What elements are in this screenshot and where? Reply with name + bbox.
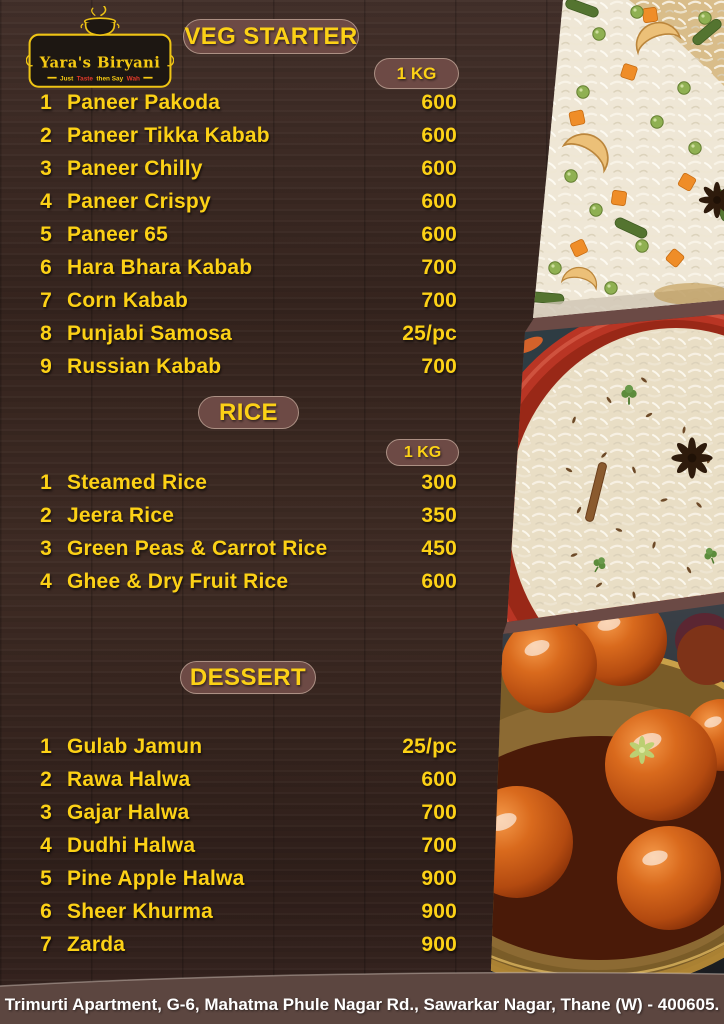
item-price: 700 [421,354,457,378]
food-photo-strip [479,0,724,1024]
brand-tagline [60,75,140,82]
item-name: Paneer Tikka Kabab [67,123,270,147]
footer-address: Trimurti Apartment, G-6, Mahatma Phule Nagar Rd., Sawarkar Nagar, Thane (W) - 400605. [4,995,720,1014]
menu-item-row [28,829,457,862]
menu-item-row [28,796,457,829]
menu-item-row [28,284,457,317]
item-price: 600 [421,156,457,180]
item-price: 900 [421,866,457,890]
rice-list [28,466,457,598]
item-name: Sheer Khurma [67,899,213,923]
item-price: 600 [421,123,457,147]
item-price: 25/pc [402,734,457,758]
tagline-word: Taste [76,75,93,83]
item-name: Dudhi Halwa [67,833,196,857]
footer-band [0,970,724,1024]
item-price: 25/pc [402,321,457,345]
item-number: 1 [40,734,52,758]
unit-badge-veg-starter: 1 KG [374,58,459,89]
menu-item-row [28,251,457,284]
item-price: 450 [421,536,457,560]
tagline-word: then Say [96,75,124,83]
item-number: 7 [40,932,52,956]
menu-item-row [28,119,457,152]
section-header-rice: RICE [198,396,299,429]
item-number: 5 [40,222,52,246]
menu-item-row [28,565,457,598]
item-number: 6 [40,899,52,923]
item-name: Paneer 65 [67,222,169,246]
item-number: 2 [40,503,52,527]
menu-item-row [28,499,457,532]
item-number: 2 [40,767,52,791]
photo-gulab-jamun [479,594,724,1024]
item-price: 900 [421,932,457,956]
item-price: 700 [421,833,457,857]
menu-item-row [28,218,457,251]
item-price: 300 [421,470,457,494]
item-number: 6 [40,255,52,279]
item-name: Paneer Chilly [67,156,203,180]
item-price: 700 [421,288,457,312]
item-name: Ghee & Dry Fruit Rice [67,569,289,593]
brand-name: Yara's Biryani [39,54,161,72]
item-name: Hara Bhara Kabab [67,255,253,279]
tagline-right-dash [143,77,152,79]
item-price: 600 [421,90,457,114]
item-number: 5 [40,866,52,890]
item-number: 3 [40,536,52,560]
item-number: 2 [40,123,52,147]
item-number: 4 [40,189,52,213]
item-name: Steamed Rice [67,470,208,494]
menu-item-row [28,185,457,218]
item-name: Paneer Pakoda [67,90,221,114]
item-number: 1 [40,470,52,494]
item-number: 8 [40,321,52,345]
unit-badge-rice: 1 KG [386,439,459,466]
item-name: Punjabi Samosa [67,321,233,345]
item-name: Rawa Halwa [67,767,191,791]
item-number: 7 [40,288,52,312]
tagline-word: Wah [126,75,140,83]
menu-item-row [28,532,457,565]
item-name: Zarda [67,932,126,956]
item-price: 600 [421,189,457,213]
item-number: 4 [40,833,52,857]
menu-item-row [28,895,457,928]
item-price: 900 [421,899,457,923]
item-price: 600 [421,569,457,593]
menu-item-row [28,466,457,499]
menu-item-row [28,928,457,961]
item-name: Gulab Jamun [67,734,203,758]
item-name: Gajar Halwa [67,800,190,824]
menu-item-row [28,763,457,796]
menu-item-row [28,152,457,185]
dessert-list [28,730,457,961]
item-number: 1 [40,90,52,114]
item-number: 3 [40,800,52,824]
item-name: Jeera Rice [67,503,175,527]
veg-starter-list [28,86,457,383]
brand-logo [26,6,174,94]
biryani-pot-icon [81,6,119,35]
item-number: 4 [40,569,52,593]
section-header-dessert: DESSERT [180,661,316,694]
tagline-word: Just [60,75,74,83]
menu-item-row [28,350,457,383]
section-header-veg-starter: VEG STARTER [183,19,359,54]
item-price: 600 [421,222,457,246]
item-number: 9 [40,354,52,378]
item-number: 3 [40,156,52,180]
item-name: Green Peas & Carrot Rice [67,536,328,560]
item-name: Russian Kabab [67,354,222,378]
menu-item-row [28,862,457,895]
photo-veg-pulao [519,0,724,330]
item-price: 700 [421,255,457,279]
menu-item-row [28,730,457,763]
item-name: Pine Apple Halwa [67,866,245,890]
item-price: 700 [421,800,457,824]
item-name: Paneer Crispy [67,189,211,213]
item-price: 600 [421,767,457,791]
item-name: Corn Kabab [67,288,189,312]
tagline-left-dash [47,77,56,79]
item-price: 350 [421,503,457,527]
menu-item-row [28,317,457,350]
